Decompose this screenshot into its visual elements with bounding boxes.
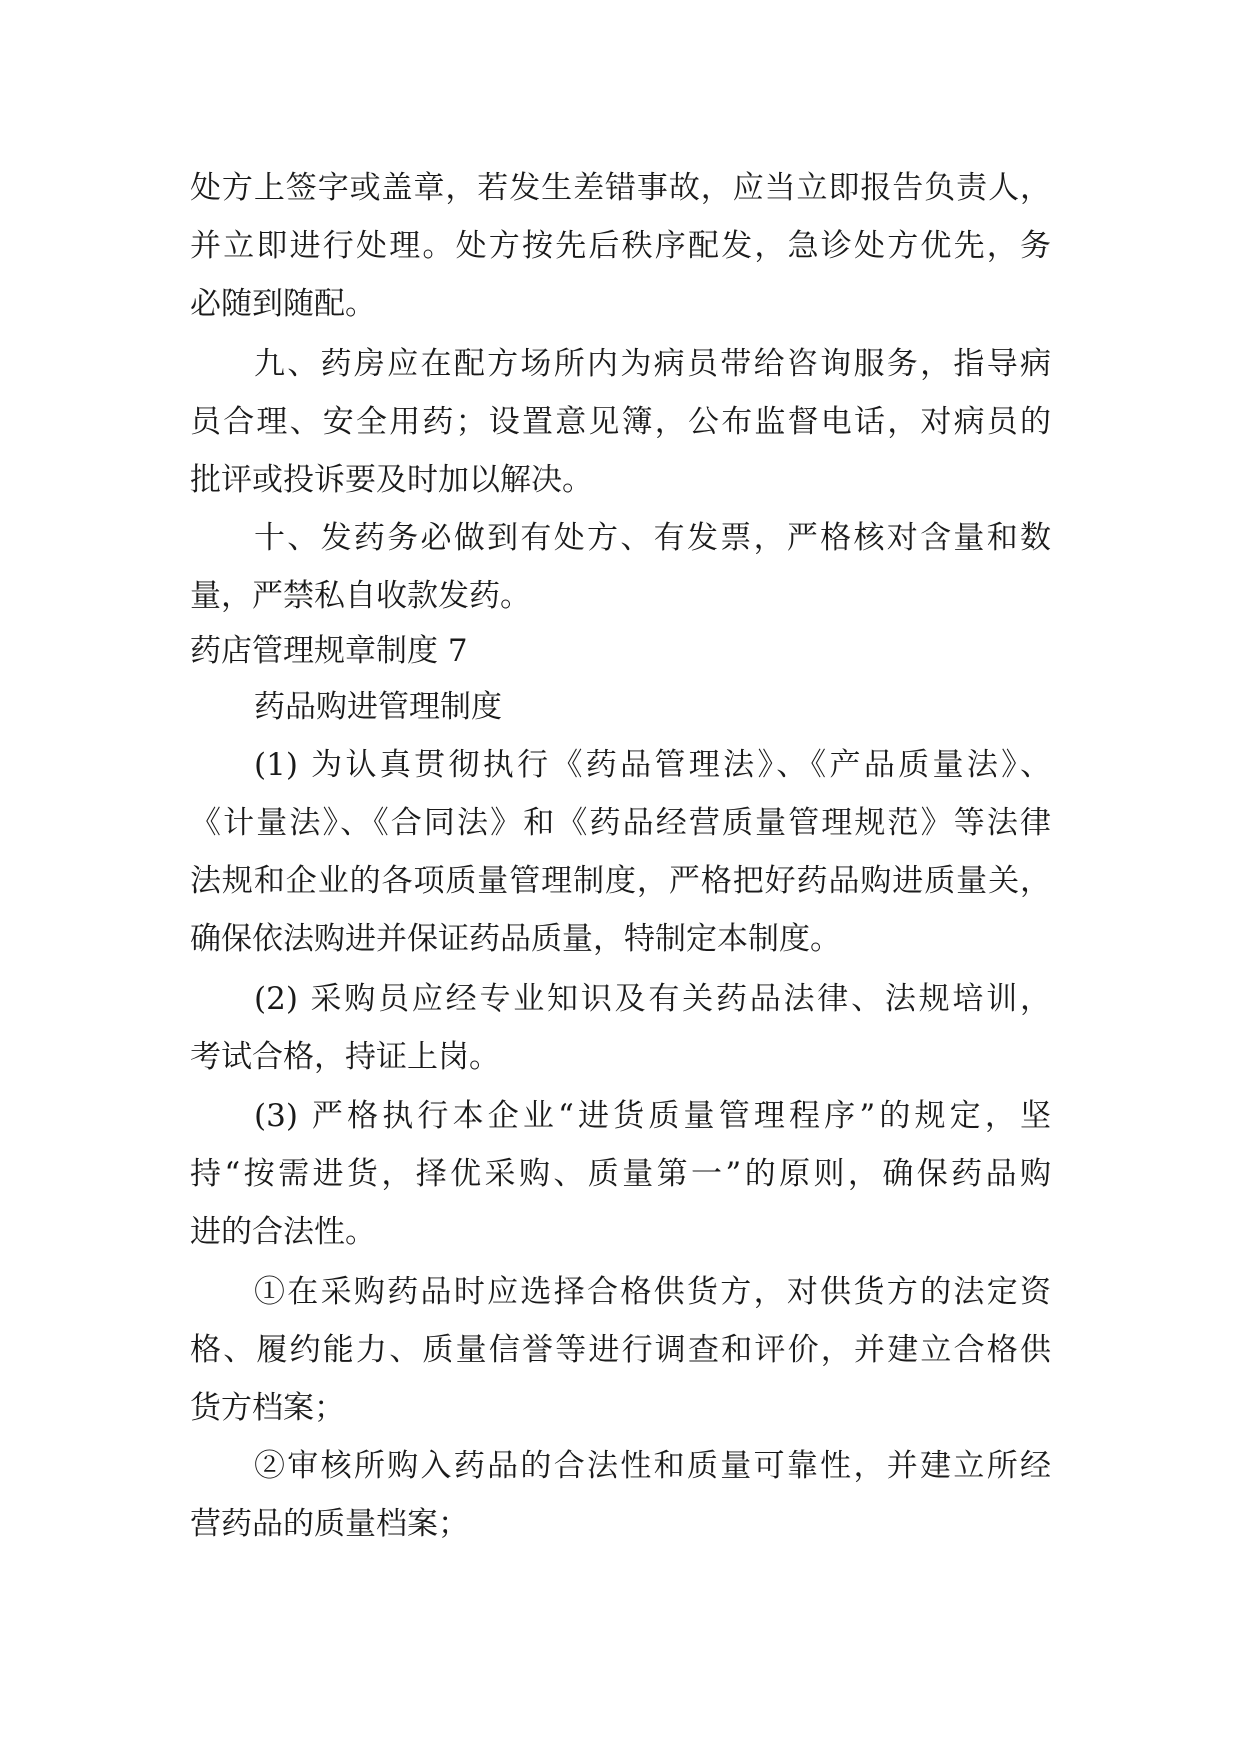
paragraph-line: ①在采购药品时应选择合格供货方，对供货方的法定资 (254, 1274, 1051, 1310)
paragraph-line: 处方上签字或盖章，若发生差错事故，应当立即报告负责人， (190, 170, 1051, 206)
paragraph-line: 持“按需进货，择优采购、质量第一”的原则，确保药品购 (190, 1156, 1051, 1192)
paragraph-line: (2) 采购员应经专业知识及有关药品法律、法规培训， (254, 981, 1051, 1017)
paragraph-line: 货方档案； (190, 1390, 345, 1426)
paragraph-line: 考试合格，持证上岗。 (190, 1039, 500, 1075)
paragraph-line: 营药品的质量档案； (190, 1506, 469, 1542)
paragraph-line: 法规和企业的各项质量管理制度，严格把好药品购进质量关， (190, 863, 1051, 899)
paragraph-line: 九、药房应在配方场所内为病员带给咨询服务，指导病 (254, 346, 1051, 382)
paragraph-line: 量，严禁私自收款发药。 (190, 578, 531, 614)
paragraph-line: 必随到随配。 (190, 286, 376, 322)
paragraph-line: (1) 为认真贯彻执行《药品管理法》、《产品质量法》、 (254, 747, 1051, 783)
subsection-heading: 药品购进管理制度 (254, 689, 502, 725)
paragraph-line: 批评或投诉要及时加以解决。 (190, 462, 593, 498)
paragraph-line: 《计量法》、《合同法》和《药品经营质量管理规范》等法律 (190, 805, 1051, 841)
paragraph-line: 员合理、安全用药；设置意见簿，公布监督电话，对病员的 (190, 404, 1051, 440)
paragraph-line: ②审核所购入药品的合法性和质量可靠性，并建立所经 (254, 1448, 1051, 1484)
paragraph-line: (3) 严格执行本企业“进货质量管理程序”的规定，坚 (254, 1098, 1051, 1134)
paragraph-line: 确保依法购进并保证药品质量，特制定本制度。 (190, 921, 841, 957)
paragraph-line: 进的合法性。 (190, 1214, 376, 1250)
paragraph-line: 十、发药务必做到有处方、有发票，严格核对含量和数 (254, 520, 1051, 556)
paragraph-line: 格、履约能力、质量信誉等进行调查和评价，并建立合格供 (190, 1332, 1051, 1368)
paragraph-line: 并立即进行处理。处方按先后秩序配发，急诊处方优先，务 (190, 228, 1051, 264)
section-heading: 药店管理规章制度 7 (190, 633, 468, 669)
